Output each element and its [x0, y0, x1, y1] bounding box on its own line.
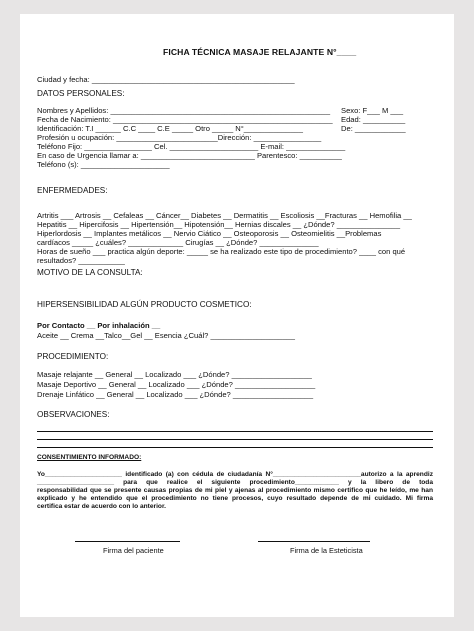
sexo-field: Sexo: F___ M ___ [341, 106, 404, 115]
firma-esteticista-label: Firma de la Esteticista [290, 546, 363, 555]
enfermedades-line: Hiperlordosis __ Implantes metálicos __ Nervio Ciático __ Osteoporosis __ Osteomielitis __Problemas [37, 229, 382, 238]
consentimiento-heading: CONSENTIMIENTO INFORMADO: [37, 454, 142, 461]
procedimiento-row: Masaje Deportivo __ General __ Localizado ___ ¿Dónde? ___________________ [37, 380, 316, 389]
enfermedades-line: Artritis ___ Artrosis __ Cefaleas __ Cáncer__ Diabetes __ Dermatitis __ Escoliosis __Fracturas __ Hemofilia __ [37, 211, 412, 220]
procedimiento-heading: PROCEDIMIENTO: [37, 352, 109, 361]
document-title: FICHA TÉCNICA MASAJE RELAJANTE N°____ [163, 47, 357, 57]
ciudad-fecha-line: Ciudad y fecha: ________________________________________________ [37, 75, 295, 84]
consentimiento-line: responsabilidad que se presente causas propias de mi piel y ajenas al procedimiento mismo certifico que he leído, me han [37, 487, 433, 494]
aceite-crema-line: Aceite __ Crema __Talco__Gel __ Esencia ¿Cuál? ____________________ [37, 331, 295, 340]
datos-line: En caso de Urgencia llamar a: ___________________________ Parentesco: __________ [37, 151, 342, 160]
enfermedades-line: cardíacos _____ ¿cuáles? _____________ Cirugías __ ¿Dónde? ______________ [37, 238, 319, 247]
enfermedades-line: Horas de sueño ___ practica algún deporte: _____ se ha realizado este tipo de procedimiento? ____ con qué [37, 247, 406, 256]
datos-line: Teléfono (s): _____________________ [37, 160, 170, 169]
firma-paciente-line [75, 541, 180, 542]
procedimiento-row: Drenaje Linfático __ General __ Localizado ___ ¿Dónde? ___________________ [37, 390, 314, 399]
document-sheet [20, 14, 454, 617]
datos-line: Teléfono Fijo: ________________ Cel. _____________________ E-mail: ______________ [37, 142, 346, 151]
datos-line: Identificación: T.I ______ C.C ____ C.E _____ Otro _____ N°______________ [37, 124, 303, 133]
datos-line: Fecha de Nacimiento: ____________________________________________________ [37, 115, 333, 124]
edad-field: Edad: __________ [341, 115, 406, 124]
consentimiento-line: Yo_____________________ identificado (a) con cédula de ciudadanía N°________________________autorizo a la aprendiz [37, 471, 433, 478]
datos-line: Profesión u ocupación: ________________________Dirección: ________________ [37, 133, 322, 142]
firma-paciente-label: Firma del paciente [103, 546, 164, 555]
observaciones-heading: OBSERVACIONES: [37, 410, 110, 419]
datos-line: Nombres y Apellidos: ____________________________________________________ [37, 106, 331, 115]
procedimiento-row: Masaje relajante __ General __ Localizado ___ ¿Dónde? ___________________ [37, 370, 312, 379]
consentimiento-line: certifica estar de acuerdo con lo anterior. [37, 503, 166, 510]
consentimiento-line: explicado y he entendido que el procedimiento no tiene procesos, cuyo resultado depende de mi cuidado. Mi firma [37, 495, 433, 502]
hipersensibilidad-heading: HIPERSENSIBILIDAD ALGÚN PRODUCTO COSMETICO: [37, 300, 252, 309]
observaciones-line [37, 439, 433, 440]
observaciones-line [37, 447, 433, 448]
enfermedades-line: Hepatitis __ Hipercifosis __ Hipertensión__ Hipotensión__ Hernias discales __ ¿Dónde? _______________ [37, 220, 401, 229]
enfermedades-line: resultados? ___________ [37, 256, 125, 265]
firma-esteticista-line [258, 541, 370, 542]
contacto-inhalacion-line: Por Contacto __ Por inhalación __ [37, 321, 161, 330]
datos-personales-heading: DATOS PERSONALES: [37, 89, 125, 98]
de-field: De: ____________ [341, 124, 406, 133]
enfermedades-heading: ENFERMEDADES: [37, 186, 108, 195]
observaciones-line [37, 431, 433, 432]
motivo-consulta-heading: MOTIVO DE LA CONSULTA: [37, 268, 143, 277]
consentimiento-line: _____________________ para que realice el siguiente procedimiento____________ y la libero de toda [37, 479, 433, 486]
